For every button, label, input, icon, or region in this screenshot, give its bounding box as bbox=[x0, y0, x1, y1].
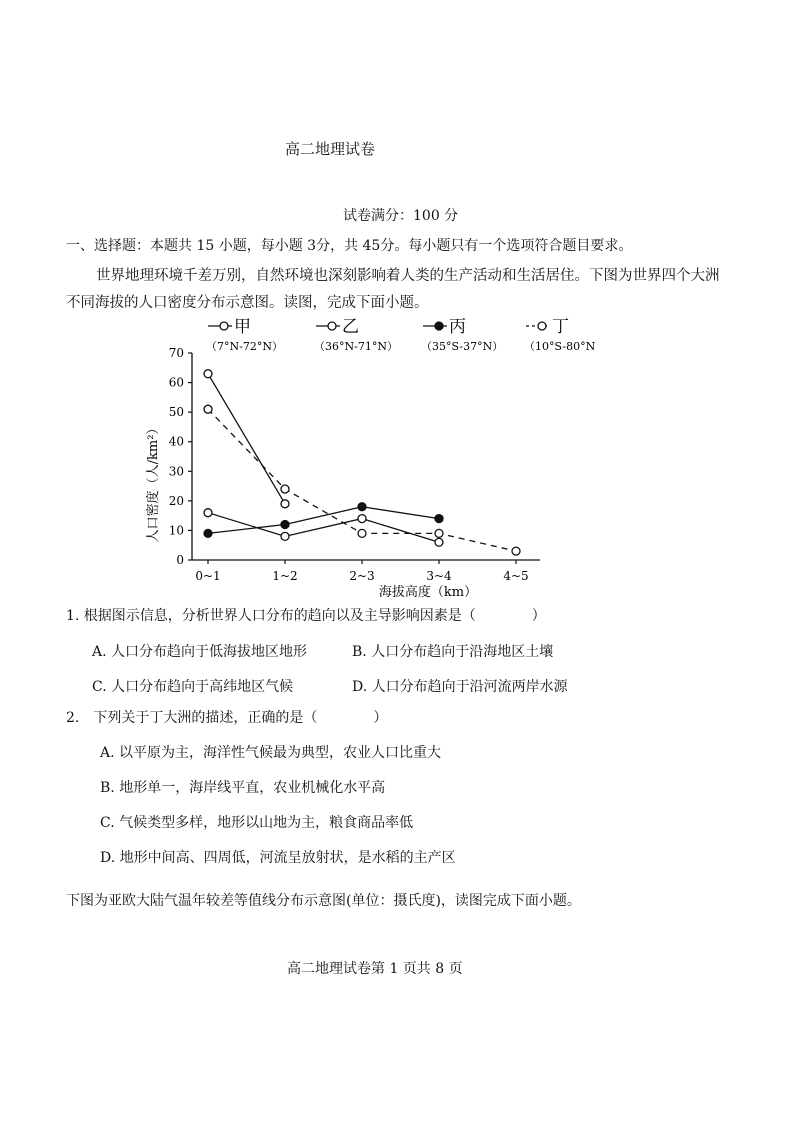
data-point-丁 bbox=[512, 547, 520, 555]
legend-coord: （7°N-72°N） bbox=[206, 340, 283, 353]
y-tick-label: 70 bbox=[168, 346, 184, 360]
q1-option-a[interactable]: A. 人口分布趋向于低海拔地区地形 bbox=[92, 644, 308, 660]
q2-option-c[interactable]: C. 气候类型多样，地形以山地为主，粮食商品率低 bbox=[100, 815, 414, 831]
q1-option-b[interactable]: B. 人口分布趋向于沿海地区土壤 bbox=[352, 644, 554, 660]
q1-option-c[interactable]: C. 人口分布趋向于高纬地区气候 bbox=[92, 679, 294, 695]
x-tick-label: 0~1 bbox=[195, 569, 221, 583]
page-title: 高二地理试卷 bbox=[285, 140, 376, 158]
data-point-丁 bbox=[281, 485, 289, 493]
q1-option-d[interactable]: D. 人口分布趋向于沿河流两岸水源 bbox=[352, 679, 568, 695]
data-point-甲 bbox=[204, 370, 212, 378]
y-tick-label: 20 bbox=[168, 493, 184, 508]
data-point-丙 bbox=[358, 503, 366, 511]
legend-marker bbox=[328, 322, 336, 330]
chart-series bbox=[204, 370, 520, 555]
data-point-丙 bbox=[281, 521, 289, 529]
legend-marker bbox=[435, 322, 443, 330]
population-density-chart bbox=[146, 310, 600, 602]
legend-name: 甲 bbox=[234, 317, 251, 337]
x-tick-label: 4~5 bbox=[503, 569, 529, 583]
y-tick-label: 30 bbox=[168, 464, 184, 479]
chart-legend bbox=[206, 317, 596, 353]
legend-name: 丙 bbox=[449, 317, 466, 337]
data-point-丁 bbox=[435, 529, 443, 537]
legend-coord: （10°S-80°N bbox=[524, 340, 596, 353]
y-tick-label: 40 bbox=[168, 434, 184, 449]
y-tick-label: 60 bbox=[168, 375, 184, 390]
legend-coord: （35°S-37°N） bbox=[421, 340, 504, 353]
legend-coord: （36°N-71°N） bbox=[314, 340, 398, 353]
question-1-stem: 1. 根据图示信息，分析世界人口分布的趋向以及主导影响因素是（ ） bbox=[66, 608, 546, 624]
intro-paragraph: 世界地理环境千差万别，自然环境也深刻影响着人类的生产活动和生活居住。下图为世界四个大洲不同海拔的人口密度分布示意图。读图，完成下面小题。 bbox=[66, 268, 720, 311]
data-point-乙 bbox=[435, 538, 443, 546]
x-tick-label: 3~4 bbox=[426, 569, 452, 583]
chart-axes bbox=[169, 346, 540, 583]
q2-option-d[interactable]: D. 地形中间高、四周低，河流呈放射状，是水稻的主产区 bbox=[100, 850, 456, 866]
y-tick-label: 10 bbox=[168, 523, 184, 538]
series-line-甲 bbox=[208, 374, 285, 504]
score-line: 试卷满分：100 分 bbox=[343, 208, 459, 224]
data-point-乙 bbox=[281, 532, 289, 540]
series-line-乙 bbox=[208, 513, 439, 543]
legend-name: 乙 bbox=[342, 317, 359, 337]
y-axis-label: 人口密度（人/km²） bbox=[146, 421, 161, 543]
y-tick-label: 0 bbox=[176, 553, 184, 567]
x-tick-label: 1~2 bbox=[272, 569, 298, 583]
data-point-丙 bbox=[204, 529, 212, 537]
q2-option-a[interactable]: A. 以平原为主，海洋性气候最为典型，农业人口比重大 bbox=[100, 745, 442, 761]
data-point-乙 bbox=[358, 515, 366, 523]
data-point-乙 bbox=[204, 509, 212, 517]
q2-option-b[interactable]: B. 地形单一，海岸线平直，农业机械化水平高 bbox=[100, 780, 386, 796]
question-2-stem: 2. 下列关于丁大洲的描述，正确的是（ ） bbox=[66, 710, 388, 726]
legend-marker bbox=[220, 322, 228, 330]
data-point-丁 bbox=[204, 405, 212, 413]
x-axis-label: 海拔高度（km） bbox=[378, 585, 478, 600]
x-tick-label: 2~3 bbox=[349, 569, 375, 583]
page-footer: 高二地理试卷第 1 页共 8 页 bbox=[287, 961, 463, 977]
next-figure-lead: 下图为亚欧大陆气温年较差等值线分布示意图(单位：摄氏度)，读图完成下面小题。 bbox=[66, 893, 581, 909]
legend-marker bbox=[538, 322, 546, 330]
data-point-丁 bbox=[358, 529, 366, 537]
data-point-丙 bbox=[435, 515, 443, 523]
data-point-甲 bbox=[281, 500, 289, 508]
section-heading: 一、选择题：本题共 15 小题，每小题 3分，共 45分。每小题只有一个选项符合题目要求。 bbox=[66, 238, 633, 254]
legend-name: 丁 bbox=[552, 317, 569, 337]
y-tick-label: 50 bbox=[168, 405, 184, 420]
